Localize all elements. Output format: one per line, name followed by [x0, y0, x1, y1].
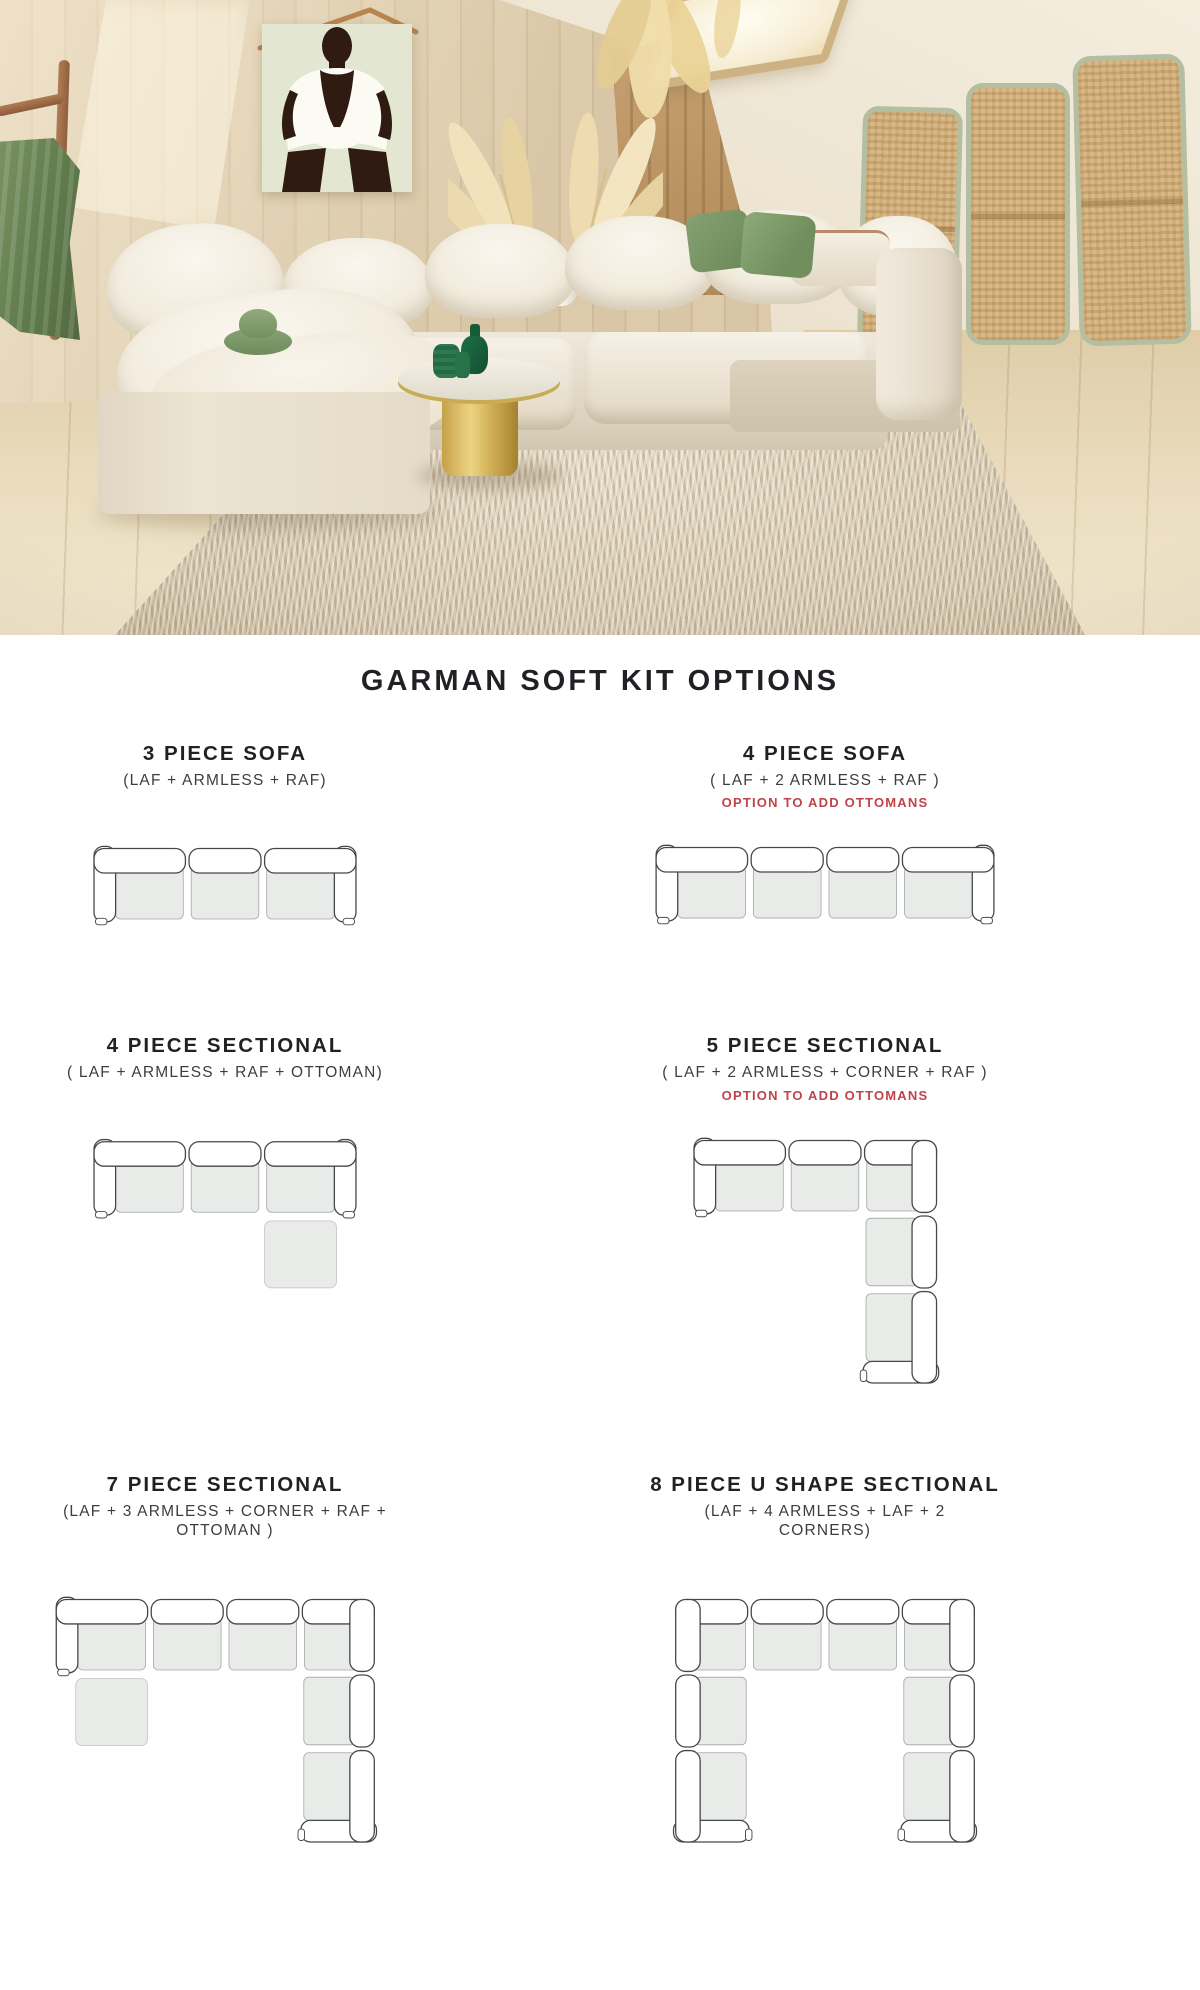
option-subtitle: ( LAF + ARMLESS + RAF + OTTOMAN) [67, 1064, 383, 1082]
lifestyle-photo [0, 0, 1200, 635]
divider-panel [966, 83, 1070, 345]
option-subtitle: (LAF + ARMLESS + RAF) [123, 772, 327, 789]
option-title: 4 PIECE SOFA [742, 742, 908, 765]
green-pillow [739, 211, 816, 279]
option-subtitle: (LAF + 3 ARMLESS + CORNER + RAF + OTTOMAN ) [63, 1502, 387, 1540]
green-hat-crown [239, 309, 277, 338]
option-title: 8 PIECE U SHAPE SECTIONAL [650, 1472, 1000, 1496]
green-throw-blanket [0, 138, 80, 340]
sofa-diagram [89, 824, 361, 945]
chaise-base [98, 392, 430, 514]
option-note: OPTION TO ADD OTTOMANS [721, 795, 929, 811]
sofa-right-arm [876, 248, 962, 420]
option-4-piece-sofa [450, 742, 1200, 950]
kit-options-grid [0, 742, 1200, 1852]
sofa-diagram [89, 1117, 361, 1314]
sofa-back-cushion [425, 224, 575, 318]
option-title: 7 PIECE SECTIONAL [106, 1472, 344, 1496]
sofa-diagram [689, 1116, 961, 1388]
option-7-piece-sectional [0, 1473, 450, 1852]
gold-table-base [442, 392, 518, 476]
option-title: 4 PIECE SECTIONAL [106, 1034, 344, 1058]
option-subtitle: ( LAF + 2 ARMLESS + RAF ) [710, 772, 940, 789]
green-small-vase [455, 352, 470, 378]
option-4-piece-sectional [0, 1034, 450, 1392]
divider-panel [1072, 54, 1192, 347]
option-title: 5 PIECE SECTIONAL [706, 1034, 944, 1058]
option-subtitle: ( LAF + 2 ARMLESS + CORNER + RAF ) [662, 1064, 988, 1082]
option-5-piece-sectional [450, 1034, 1200, 1392]
sofa-diagram [51, 1575, 399, 1847]
option-subtitle: (LAF + 4 ARMLESS + LAF + 2 CORNERS) [704, 1502, 946, 1540]
option-note: OPTION TO ADD OTTOMANS [721, 1087, 929, 1103]
option-8-piece-u-sectional [450, 1473, 1200, 1852]
option-3-piece-sofa [0, 742, 450, 950]
sofa-diagram [651, 1575, 999, 1847]
option-title: 3 PIECE SOFA [142, 742, 308, 765]
wall-art-print [262, 24, 412, 192]
page-title: GARMAN SOFT KIT OPTIONS [360, 665, 840, 697]
hanging-pampas-grass [555, 0, 765, 122]
sofa-diagram [651, 823, 999, 944]
